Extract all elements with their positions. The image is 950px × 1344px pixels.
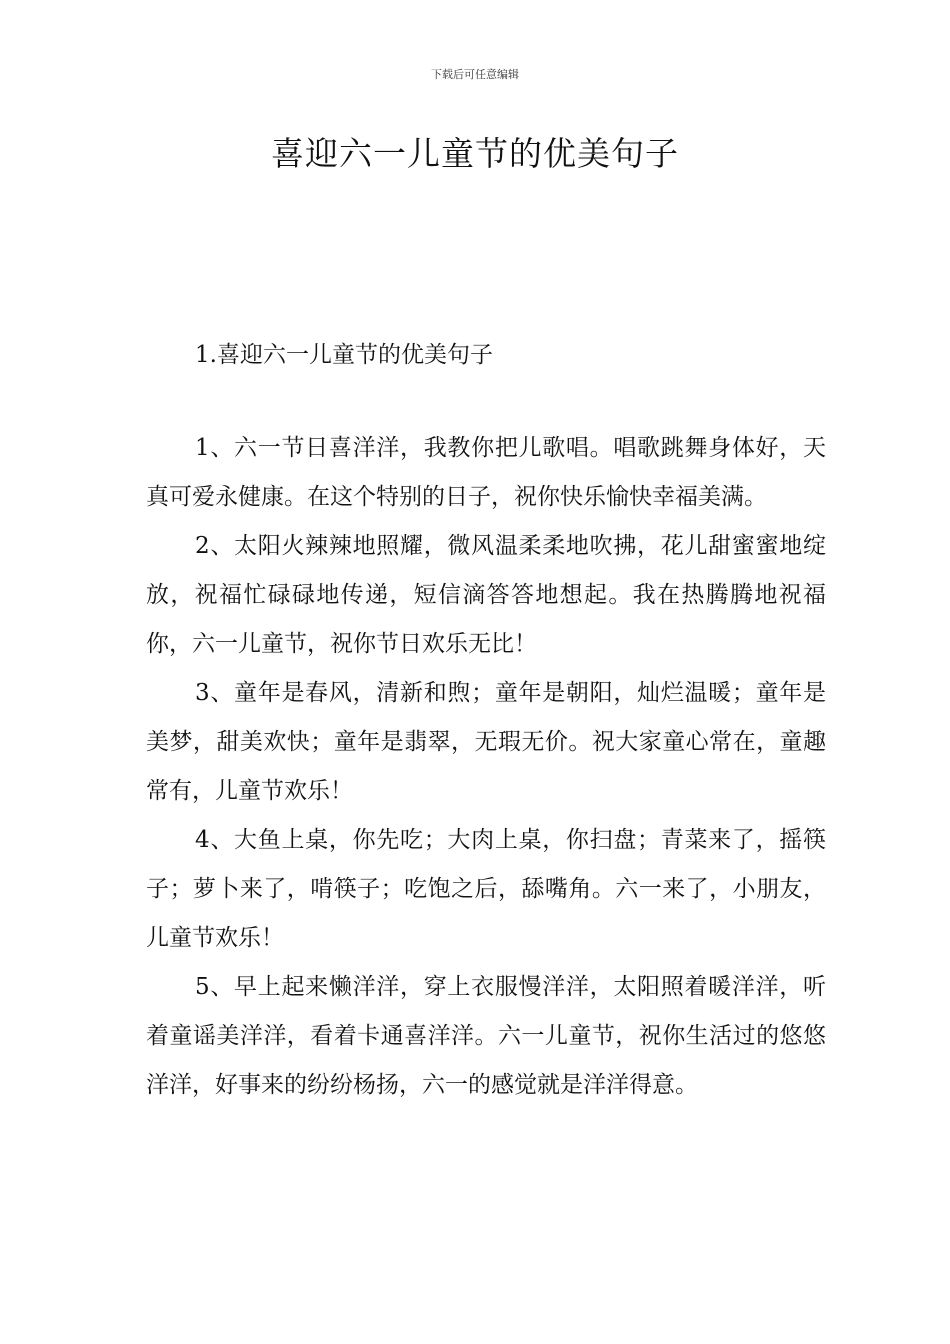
paragraph-1: 1、六一节日喜洋洋，我教你把儿歌唱。唱歌跳舞身体好，天真可爱永健康。在这个特别的日子，祝你快乐愉快幸福美满。 xyxy=(146,435,826,510)
document-title: 喜迎六一儿童节的优美句子 xyxy=(271,134,679,173)
header-note: 下载后可任意编辑 xyxy=(431,68,519,81)
section-heading: 1.喜迎六一儿童节的优美句子 xyxy=(195,342,493,368)
paragraph-5: 5、早上起来懒洋洋，穿上衣服慢洋洋，太阳照着暖洋洋，听着童谣美洋洋，看着卡通喜洋洋。六一儿童节，祝你生活过的悠悠洋洋，好事来的纷纷杨扬，六一的感觉就是洋洋得意。 xyxy=(146,974,826,1098)
paragraph-4: 4、大鱼上桌，你先吃；大肉上桌，你扫盘；青菜来了，摇筷子；萝卜来了，啃筷子；吃饱之后，舔嘴角。六一来了，小朋友，儿童节欢乐！ xyxy=(146,827,826,951)
paragraph-2: 2、太阳火辣辣地照耀，微风温柔柔地吹拂，花儿甜蜜蜜地绽放，祝福忙碌碌地传递，短信滴答答地想起。我在热腾腾地祝福你，六一儿童节，祝你节日欢乐无比！ xyxy=(146,533,826,657)
document-body xyxy=(146,424,826,1110)
paragraph-3: 3、童年是春风，清新和煦；童年是朝阳，灿烂温暖；童年是美梦，甜美欢快；童年是翡翠，无瑕无价。祝大家童心常在，童趣常有，儿童节欢乐！ xyxy=(146,680,826,804)
